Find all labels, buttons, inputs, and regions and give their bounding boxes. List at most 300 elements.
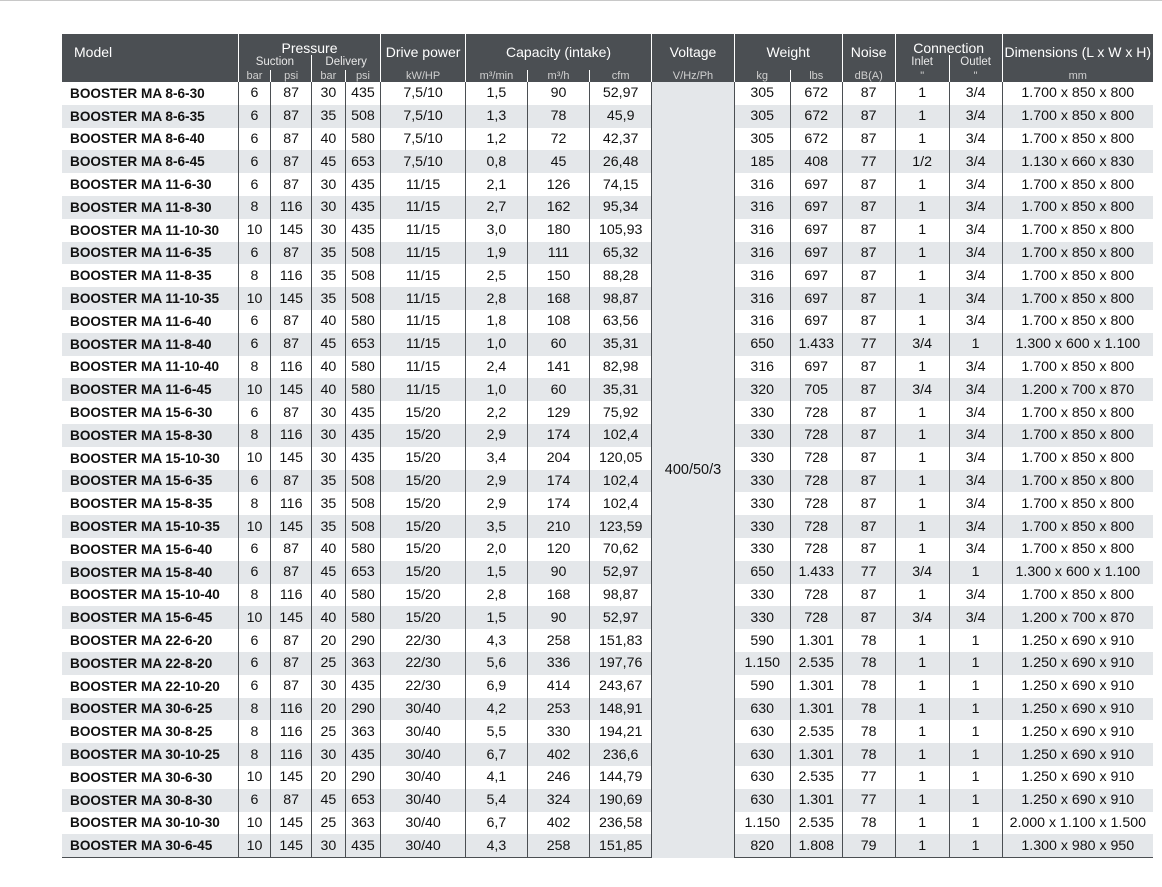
cell-delivery-bar: 45 <box>312 789 346 812</box>
cell-capacity-cfm: 123,59 <box>590 515 652 538</box>
cell-suction-psi: 116 <box>271 698 312 721</box>
cell-dimensions: 2.000 x 1.100 x 1.500 <box>1002 812 1153 835</box>
cell-suction-psi: 116 <box>271 720 312 743</box>
cell-delivery-bar: 30 <box>312 173 346 196</box>
cell-capacity-m3h: 126 <box>527 173 589 196</box>
cell-capacity-cfm: 197,76 <box>590 652 652 675</box>
cell-inlet: 1 <box>895 310 949 333</box>
cell-suction-psi: 87 <box>271 789 312 812</box>
cell-capacity-cfm: 63,56 <box>590 310 652 333</box>
cell-capacity-m3min: 1,0 <box>465 333 527 356</box>
cell-delivery-bar: 35 <box>312 492 346 515</box>
cell-suction-psi: 87 <box>271 561 312 584</box>
cell-delivery-psi: 508 <box>345 105 381 128</box>
cell-outlet: 3/4 <box>949 584 1002 607</box>
cell-capacity-m3min: 1,9 <box>465 242 527 265</box>
cell-weight-kg: 630 <box>734 766 790 789</box>
cell-capacity-cfm: 82,98 <box>590 356 652 379</box>
cell-drive-power: 15/20 <box>381 492 466 515</box>
cell-weight-lbs: 697 <box>790 264 842 287</box>
cell-weight-lbs: 1.808 <box>790 834 842 857</box>
cell-capacity-cfm: 52,97 <box>590 606 652 629</box>
cell-capacity-cfm: 52,97 <box>590 561 652 584</box>
cell-capacity-m3h: 414 <box>527 675 589 698</box>
table-row <box>62 219 1153 242</box>
cell-noise: 87 <box>842 584 895 607</box>
cell-delivery-bar: 25 <box>312 720 346 743</box>
table-row <box>62 128 1153 151</box>
cell-inlet: 3/4 <box>895 561 949 584</box>
cell-suction-psi: 145 <box>271 834 312 857</box>
cell-delivery-bar: 20 <box>312 766 346 789</box>
cell-weight-kg: 1.150 <box>734 812 790 835</box>
cell-delivery-bar: 20 <box>312 698 346 721</box>
cell-suction-bar: 8 <box>238 264 271 287</box>
cell-noise: 78 <box>842 652 895 675</box>
cell-capacity-m3h: 210 <box>527 515 589 538</box>
cell-model: BOOSTER MA 15-6-40 <box>62 538 238 561</box>
cell-capacity-cfm: 151,83 <box>590 629 652 652</box>
cell-inlet: 1 <box>895 356 949 379</box>
cell-suction-psi: 87 <box>271 242 312 265</box>
cell-capacity-m3h: 324 <box>527 789 589 812</box>
cell-model: BOOSTER MA 22-6-20 <box>62 629 238 652</box>
cell-drive-power: 11/15 <box>381 219 466 242</box>
cell-weight-lbs: 697 <box>790 310 842 333</box>
cell-delivery-psi: 435 <box>345 834 381 857</box>
cell-drive-power: 15/20 <box>381 470 466 493</box>
cell-weight-lbs: 2.535 <box>790 652 842 675</box>
cell-suction-bar: 8 <box>238 356 271 379</box>
cell-capacity-m3h: 90 <box>527 82 589 105</box>
cell-suction-bar: 8 <box>238 743 271 766</box>
cell-noise: 78 <box>842 743 895 766</box>
cell-noise: 78 <box>842 720 895 743</box>
cell-capacity-m3min: 3,5 <box>465 515 527 538</box>
cell-drive-power: 15/20 <box>381 584 466 607</box>
cell-noise: 87 <box>842 242 895 265</box>
cell-suction-psi: 87 <box>271 105 312 128</box>
cell-dimensions: 1.300 x 980 x 950 <box>1002 834 1153 857</box>
cell-dimensions: 1.300 x 600 x 1.100 <box>1002 333 1153 356</box>
cell-capacity-m3h: 246 <box>527 766 589 789</box>
cell-noise: 87 <box>842 515 895 538</box>
cell-suction-psi: 116 <box>271 492 312 515</box>
cell-weight-lbs: 728 <box>790 606 842 629</box>
cell-noise: 87 <box>842 492 895 515</box>
cell-drive-power: 11/15 <box>381 173 466 196</box>
cell-capacity-m3h: 129 <box>527 401 589 424</box>
cell-noise: 87 <box>842 470 895 493</box>
cell-capacity-cfm: 236,58 <box>590 812 652 835</box>
cell-capacity-m3min: 2,7 <box>465 196 527 219</box>
cell-drive-power: 15/20 <box>381 401 466 424</box>
cell-dimensions: 1.200 x 700 x 870 <box>1002 606 1153 629</box>
cell-outlet: 3/4 <box>949 424 1002 447</box>
unit-suction-bar: bar <box>238 70 271 82</box>
cell-suction-bar: 10 <box>238 766 271 789</box>
cell-weight-lbs: 728 <box>790 401 842 424</box>
cell-capacity-m3min: 1,5 <box>465 606 527 629</box>
cell-delivery-psi: 435 <box>345 424 381 447</box>
cell-capacity-cfm: 236,6 <box>590 743 652 766</box>
cell-capacity-m3h: 174 <box>527 424 589 447</box>
cell-capacity-m3h: 60 <box>527 333 589 356</box>
cell-capacity-m3h: 204 <box>527 447 589 470</box>
cell-delivery-psi: 653 <box>345 561 381 584</box>
cell-weight-kg: 330 <box>734 492 790 515</box>
cell-delivery-bar: 30 <box>312 401 346 424</box>
cell-suction-bar: 6 <box>238 105 271 128</box>
cell-noise: 78 <box>842 812 895 835</box>
cell-dimensions: 1.250 x 690 x 910 <box>1002 698 1153 721</box>
cell-capacity-m3h: 402 <box>527 812 589 835</box>
cell-capacity-m3h: 150 <box>527 264 589 287</box>
cell-suction-bar: 10 <box>238 812 271 835</box>
cell-suction-bar: 6 <box>238 470 271 493</box>
cell-model: BOOSTER MA 30-8-30 <box>62 789 238 812</box>
cell-capacity-cfm: 95,34 <box>590 196 652 219</box>
cell-noise: 87 <box>842 128 895 151</box>
cell-noise: 87 <box>842 219 895 242</box>
cell-capacity-m3min: 4,2 <box>465 698 527 721</box>
cell-delivery-psi: 508 <box>345 242 381 265</box>
cell-inlet: 1 <box>895 492 949 515</box>
cell-noise: 77 <box>842 561 895 584</box>
cell-model: BOOSTER MA 15-8-30 <box>62 424 238 447</box>
cell-delivery-psi: 580 <box>345 538 381 561</box>
header-drive-power: Drive power <box>381 34 466 70</box>
unit-outlet: " <box>949 70 1002 82</box>
cell-model: BOOSTER MA 30-6-25 <box>62 698 238 721</box>
cell-weight-lbs: 697 <box>790 242 842 265</box>
cell-suction-bar: 6 <box>238 789 271 812</box>
cell-dimensions: 1.200 x 700 x 870 <box>1002 378 1153 401</box>
cell-weight-lbs: 728 <box>790 515 842 538</box>
header-noise: Noise <box>842 34 895 70</box>
cell-model: BOOSTER MA 22-8-20 <box>62 652 238 675</box>
cell-weight-kg: 185 <box>734 150 790 173</box>
cell-weight-kg: 630 <box>734 789 790 812</box>
cell-capacity-m3min: 6,7 <box>465 812 527 835</box>
cell-dimensions: 1.250 x 690 x 910 <box>1002 766 1153 789</box>
cell-suction-psi: 116 <box>271 743 312 766</box>
cell-noise: 77 <box>842 333 895 356</box>
cell-delivery-bar: 40 <box>312 378 346 401</box>
cell-weight-lbs: 697 <box>790 287 842 310</box>
cell-outlet: 3/4 <box>949 492 1002 515</box>
cell-weight-lbs: 1.301 <box>790 675 842 698</box>
cell-noise: 87 <box>842 401 895 424</box>
cell-capacity-cfm: 120,05 <box>590 447 652 470</box>
cell-weight-kg: 590 <box>734 675 790 698</box>
cell-inlet: 1 <box>895 743 949 766</box>
cell-outlet: 3/4 <box>949 82 1002 105</box>
cell-suction-bar: 8 <box>238 584 271 607</box>
header-capacity: Capacity (intake) <box>465 34 651 70</box>
table-row <box>62 515 1153 538</box>
cell-suction-psi: 87 <box>271 629 312 652</box>
cell-dimensions: 1.250 x 690 x 910 <box>1002 629 1153 652</box>
cell-delivery-bar: 40 <box>312 606 346 629</box>
cell-delivery-psi: 653 <box>345 789 381 812</box>
cell-dimensions: 1.250 x 690 x 910 <box>1002 789 1153 812</box>
cell-weight-kg: 305 <box>734 82 790 105</box>
cell-suction-psi: 116 <box>271 356 312 379</box>
cell-delivery-bar: 40 <box>312 356 346 379</box>
cell-inlet: 3/4 <box>895 333 949 356</box>
cell-noise: 87 <box>842 82 895 105</box>
cell-noise: 87 <box>842 378 895 401</box>
cell-drive-power: 15/20 <box>381 606 466 629</box>
cell-weight-kg: 305 <box>734 105 790 128</box>
cell-outlet: 3/4 <box>949 150 1002 173</box>
cell-delivery-bar: 40 <box>312 538 346 561</box>
cell-weight-kg: 1.150 <box>734 652 790 675</box>
table-row <box>62 675 1153 698</box>
cell-suction-bar: 6 <box>238 561 271 584</box>
cell-drive-power: 15/20 <box>381 515 466 538</box>
cell-capacity-m3min: 2,2 <box>465 401 527 424</box>
table-row <box>62 584 1153 607</box>
cell-delivery-psi: 435 <box>345 447 381 470</box>
cell-capacity-m3min: 5,6 <box>465 652 527 675</box>
cell-suction-psi: 87 <box>271 310 312 333</box>
cell-capacity-m3h: 174 <box>527 470 589 493</box>
cell-delivery-bar: 35 <box>312 470 346 493</box>
cell-delivery-bar: 30 <box>312 424 346 447</box>
cell-drive-power: 11/15 <box>381 287 466 310</box>
cell-suction-bar: 6 <box>238 629 271 652</box>
table-row <box>62 698 1153 721</box>
cell-delivery-psi: 653 <box>345 150 381 173</box>
cell-capacity-m3h: 60 <box>527 378 589 401</box>
cell-capacity-m3h: 402 <box>527 743 589 766</box>
cell-model: BOOSTER MA 15-6-35 <box>62 470 238 493</box>
cell-outlet: 1 <box>949 834 1002 857</box>
table-row <box>62 196 1153 219</box>
cell-capacity-cfm: 70,62 <box>590 538 652 561</box>
cell-weight-kg: 316 <box>734 264 790 287</box>
unit-capacity-m3min: m³/min <box>465 70 527 82</box>
cell-capacity-m3min: 3,4 <box>465 447 527 470</box>
cell-delivery-bar: 40 <box>312 584 346 607</box>
cell-weight-kg: 330 <box>734 447 790 470</box>
cell-capacity-m3h: 90 <box>527 606 589 629</box>
cell-weight-kg: 330 <box>734 401 790 424</box>
table-row <box>62 538 1153 561</box>
cell-outlet: 1 <box>949 812 1002 835</box>
cell-inlet: 1 <box>895 447 949 470</box>
table-row <box>62 401 1153 424</box>
cell-suction-bar: 6 <box>238 128 271 151</box>
table-row <box>62 310 1153 333</box>
cell-delivery-bar: 35 <box>312 287 346 310</box>
cell-suction-psi: 145 <box>271 766 312 789</box>
cell-weight-kg: 316 <box>734 356 790 379</box>
table-row <box>62 629 1153 652</box>
top-rule <box>0 0 1162 1</box>
cell-suction-psi: 145 <box>271 606 312 629</box>
cell-delivery-psi: 580 <box>345 378 381 401</box>
cell-drive-power: 11/15 <box>381 264 466 287</box>
cell-delivery-psi: 508 <box>345 515 381 538</box>
cell-weight-kg: 316 <box>734 287 790 310</box>
cell-dimensions: 1.700 x 850 x 800 <box>1002 105 1153 128</box>
unit-dimensions: mm <box>1002 70 1153 82</box>
cell-delivery-bar: 30 <box>312 82 346 105</box>
cell-capacity-m3min: 2,9 <box>465 424 527 447</box>
cell-suction-psi: 87 <box>271 128 312 151</box>
cell-suction-bar: 8 <box>238 720 271 743</box>
unit-capacity-m3h: m³/h <box>527 70 589 82</box>
cell-dimensions: 1.700 x 850 x 800 <box>1002 242 1153 265</box>
cell-capacity-m3min: 1,5 <box>465 561 527 584</box>
cell-capacity-cfm: 52,97 <box>590 82 652 105</box>
cell-delivery-bar: 45 <box>312 150 346 173</box>
cell-weight-lbs: 1.433 <box>790 333 842 356</box>
cell-suction-psi: 116 <box>271 584 312 607</box>
cell-delivery-psi: 580 <box>345 310 381 333</box>
cell-dimensions: 1.700 x 850 x 800 <box>1002 287 1153 310</box>
cell-model: BOOSTER MA 11-6-35 <box>62 242 238 265</box>
cell-weight-lbs: 2.535 <box>790 766 842 789</box>
unit-model-blank <box>62 70 238 82</box>
cell-delivery-bar: 25 <box>312 812 346 835</box>
cell-weight-lbs: 697 <box>790 356 842 379</box>
cell-inlet: 1/2 <box>895 150 949 173</box>
cell-model: BOOSTER MA 15-8-40 <box>62 561 238 584</box>
cell-weight-kg: 630 <box>734 743 790 766</box>
cell-capacity-m3min: 4,1 <box>465 766 527 789</box>
cell-dimensions: 1.700 x 850 x 800 <box>1002 82 1153 105</box>
cell-suction-psi: 87 <box>271 538 312 561</box>
cell-weight-kg: 330 <box>734 424 790 447</box>
cell-suction-psi: 116 <box>271 264 312 287</box>
cell-suction-psi: 87 <box>271 173 312 196</box>
cell-weight-kg: 316 <box>734 242 790 265</box>
cell-noise: 87 <box>842 356 895 379</box>
cell-drive-power: 30/40 <box>381 812 466 835</box>
cell-capacity-cfm: 105,93 <box>590 219 652 242</box>
unit-capacity-cfm: cfm <box>590 70 652 82</box>
cell-outlet: 3/4 <box>949 105 1002 128</box>
table-row <box>62 356 1153 379</box>
table-row <box>62 720 1153 743</box>
cell-drive-power: 7,5/10 <box>381 105 466 128</box>
cell-delivery-psi: 580 <box>345 128 381 151</box>
cell-capacity-m3min: 2,4 <box>465 356 527 379</box>
cell-model: BOOSTER MA 30-6-30 <box>62 766 238 789</box>
cell-delivery-psi: 580 <box>345 606 381 629</box>
cell-capacity-m3h: 72 <box>527 128 589 151</box>
cell-delivery-bar: 20 <box>312 629 346 652</box>
cell-drive-power: 30/40 <box>381 766 466 789</box>
cell-noise: 87 <box>842 264 895 287</box>
cell-dimensions: 1.700 x 850 x 800 <box>1002 128 1153 151</box>
cell-suction-bar: 6 <box>238 333 271 356</box>
cell-suction-bar: 6 <box>238 401 271 424</box>
cell-capacity-cfm: 35,31 <box>590 378 652 401</box>
unit-weight-kg: kg <box>734 70 790 82</box>
cell-capacity-cfm: 98,87 <box>590 584 652 607</box>
cell-weight-lbs: 672 <box>790 128 842 151</box>
cell-delivery-psi: 363 <box>345 652 381 675</box>
cell-weight-kg: 316 <box>734 219 790 242</box>
cell-weight-lbs: 1.301 <box>790 789 842 812</box>
cell-suction-psi: 87 <box>271 401 312 424</box>
cell-capacity-m3min: 1,0 <box>465 378 527 401</box>
cell-dimensions: 1.700 x 850 x 800 <box>1002 584 1153 607</box>
cell-model: BOOSTER MA 30-8-25 <box>62 720 238 743</box>
table-row <box>62 105 1153 128</box>
unit-weight-lbs: lbs <box>790 70 842 82</box>
spec-table <box>62 34 1153 858</box>
cell-inlet: 1 <box>895 629 949 652</box>
cell-noise: 78 <box>842 698 895 721</box>
cell-inlet: 1 <box>895 515 949 538</box>
cell-outlet: 1 <box>949 743 1002 766</box>
cell-capacity-m3min: 1,3 <box>465 105 527 128</box>
cell-dimensions: 1.700 x 850 x 800 <box>1002 492 1153 515</box>
cell-suction-psi: 87 <box>271 675 312 698</box>
cell-dimensions: 1.130 x 660 x 830 <box>1002 150 1153 173</box>
cell-delivery-psi: 580 <box>345 584 381 607</box>
header-delivery: Delivery <box>312 55 381 70</box>
cell-capacity-m3h: 90 <box>527 561 589 584</box>
cell-noise: 77 <box>842 766 895 789</box>
cell-drive-power: 30/40 <box>381 698 466 721</box>
cell-weight-lbs: 728 <box>790 447 842 470</box>
cell-inlet: 1 <box>895 766 949 789</box>
cell-weight-kg: 320 <box>734 378 790 401</box>
cell-weight-lbs: 408 <box>790 150 842 173</box>
cell-suction-bar: 10 <box>238 219 271 242</box>
cell-outlet: 3/4 <box>949 173 1002 196</box>
cell-suction-psi: 116 <box>271 196 312 219</box>
table-row <box>62 766 1153 789</box>
cell-capacity-cfm: 26,48 <box>590 150 652 173</box>
cell-suction-bar: 10 <box>238 378 271 401</box>
cell-capacity-m3min: 6,7 <box>465 743 527 766</box>
table-row <box>62 173 1153 196</box>
cell-model: BOOSTER MA 11-8-30 <box>62 196 238 219</box>
cell-suction-psi: 87 <box>271 652 312 675</box>
cell-capacity-m3h: 78 <box>527 105 589 128</box>
cell-drive-power: 11/15 <box>381 242 466 265</box>
cell-outlet: 1 <box>949 698 1002 721</box>
cell-outlet: 1 <box>949 333 1002 356</box>
cell-inlet: 1 <box>895 242 949 265</box>
table-row <box>62 264 1153 287</box>
cell-drive-power: 7,5/10 <box>381 128 466 151</box>
cell-delivery-psi: 508 <box>345 264 381 287</box>
cell-suction-psi: 116 <box>271 424 312 447</box>
cell-dimensions: 1.700 x 850 x 800 <box>1002 310 1153 333</box>
cell-inlet: 1 <box>895 264 949 287</box>
cell-model: BOOSTER MA 11-6-45 <box>62 378 238 401</box>
cell-inlet: 1 <box>895 789 949 812</box>
cell-weight-lbs: 697 <box>790 173 842 196</box>
table-row <box>62 834 1153 857</box>
cell-capacity-m3min: 2,8 <box>465 287 527 310</box>
cell-capacity-cfm: 98,87 <box>590 287 652 310</box>
cell-noise: 87 <box>842 538 895 561</box>
cell-outlet: 3/4 <box>949 378 1002 401</box>
cell-outlet: 3/4 <box>949 264 1002 287</box>
table-row <box>62 492 1153 515</box>
cell-model: BOOSTER MA 8-6-30 <box>62 82 238 105</box>
